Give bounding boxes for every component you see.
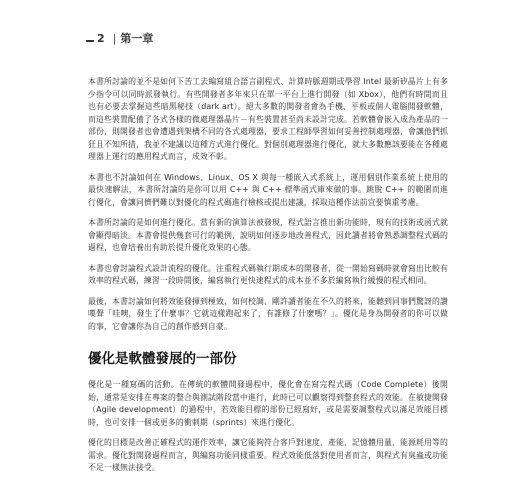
- paragraph: 最後，本書討論如何將效能發揮到極致，如何校調、剛許讀者能在不久的將來，能聽到同事們驚訝的讚嘆聲「哇噢，發生了什麼事？它就這樣跑起來了，有誰修了什麼嗎？」。優化是身為開發者的你可以做的事，它會讓你為自己的創作感到自豪。: [88, 296, 448, 331]
- page-header: [86, 30, 153, 46]
- paragraph: 優化是一種寫碼的活動。在傳統的軟體開發過程中，優化會在寫完程式碼（Code Complete）後開始，通常是安排在專案的整合與測試階段當中進行，此時已可以觀察得到整套程式的效能。在敏捷開發（Agile development）的過程中，若效能目標的部份已經寫好，或是需要調整程式以滿足效能目標時，也可安排一個或更多的衝刺期（sprints）來進行優化。: [88, 380, 448, 427]
- paragraph: 優化的目標是改善正確程式的運作效率，讓它能夠符合客戶對速度、產能、記憶體用量、能源耗用等的需求。優化對開發過程而言，與編寫功能同樣重要。程式效能低落對使用者而言，與程式有臭蟲或功能不足一樣無法接受。: [88, 438, 448, 472]
- paragraph: 本書也會討論程式設計流程的優化。注重程式碼執行期成本的開發者，從一開始寫碼時就會寫出比較有效率的程式碼，練習一段時間後，編寫執行更快速程式的成本並不多於編寫執行緩慢的程式相同。: [88, 263, 448, 285]
- paragraph: 本書也不討論如何在 Windows、Linux、OS X 與每一種嵌入式系統上，運用個別作業系統上使用的最快速解法，本書所討論的是你可以用 C++ 與 C++ 標準函式庫來做的事。跳脫 C++ 的範圍而進行優化，會讓同儕們難以對優化的程式碼進行檢核或提出建議，採取這種作法前宜要慎重考慮。: [88, 172, 448, 207]
- header-separator: |: [112, 31, 117, 45]
- header-rule: [86, 40, 94, 42]
- paragraph: 本書所討論的並不是如何下苦工去編寫組合語言副程式、計算時脈週期或學習 Intel 最新矽晶片上有多少指令可以同時派發執行。有些開發者多年來只在單一平台上進行開發（如 Xbox），他們有時間而且也有必要去掌握這些暗黑秘技（dark art）。絕大多數的開發者會為手機、平板或個人電腦開發軟體，而這些裝置配備了各式各樣的微處理器晶片－有些裝置甚至尚未設計完成。若軟體會嵌入成為產品的一部份，則開發者也會遭遇到架構不同的各式處理器，要求工程師學習如何妥善控制處理器，會讓他們抓狂且不知所措，我並不建議以這種方式進行優化。對個別處理器進行優化，就大多數應該要能在各種處理器上運行的應用程式而言，成效不彰。: [88, 77, 448, 161]
- page-content: [88, 76, 448, 483]
- paragraph: 本書所討論的是如何進行優化。當有新的演算法被發現，程式語言推出新功能時，現有的技術或函式就會顯得暗淡。本書會提供幾套可行的範例，說明如何逐步地改善程式，因此讀者將會熟悉調整程式碼的過程，也會培養出有助於提升優化效果的心態。: [88, 218, 448, 252]
- section-heading: 優化是軟體發展的一部份: [88, 351, 237, 367]
- chapter-title: 第一章: [120, 32, 154, 45]
- page-number: 2: [97, 31, 105, 45]
